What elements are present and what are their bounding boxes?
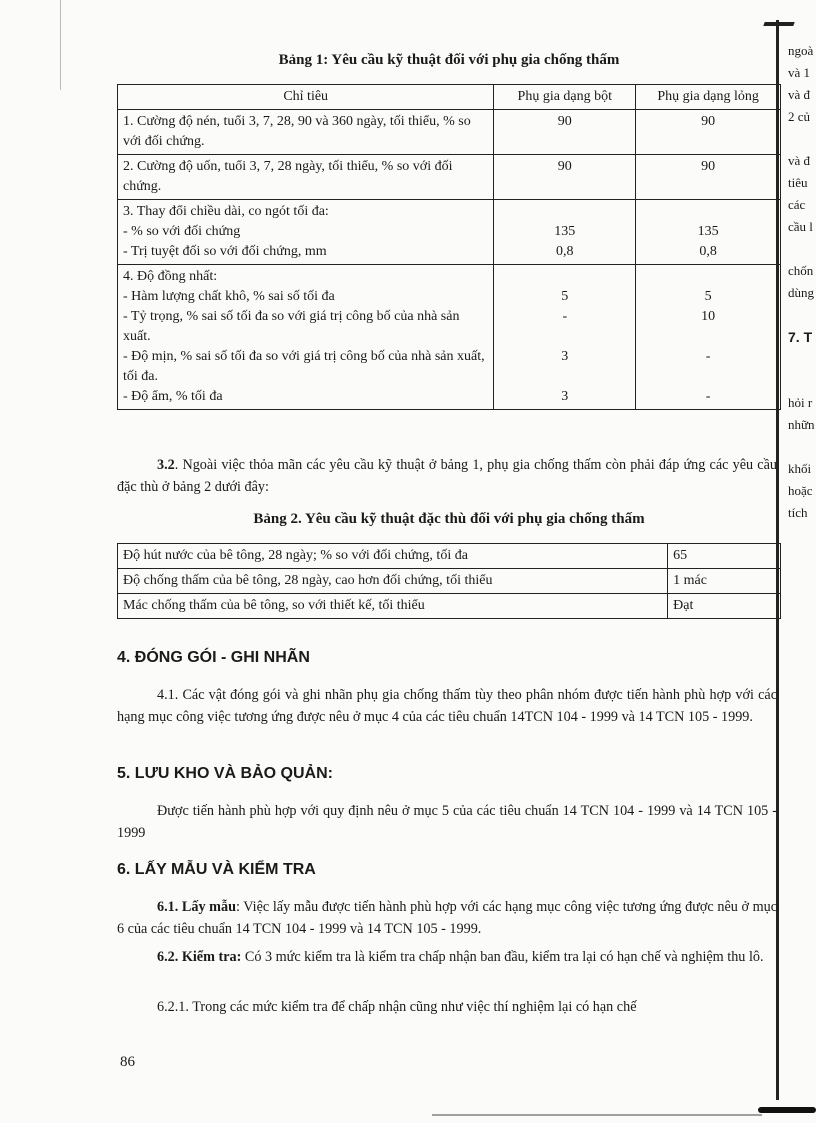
section4-text: 4.1. Các vật đóng gói và ghi nhãn phụ gia chống thấm tùy theo phân nhóm được tiến hành phù hợp với các hạng mục công việc tương ứng được nêu ở mục 4 của các tiêu chuẩn 14TCN 104 - 1999 và 14 TCN 105 - 1999. bbox=[117, 687, 777, 725]
next-page-line: hỏi r bbox=[788, 395, 813, 410]
section6-1-text: : Việc lấy mẫu được tiến hành phù hợp với các hạng mục công việc tương ứng được nêu ở mục 6 của các tiêu chuẩn 14 TCN 104 - 1999 và 14 TCN 105 - 1999. bbox=[117, 899, 778, 937]
section5-heading: 5. LƯU KHO VÀ BẢO QUẢN: bbox=[117, 765, 333, 782]
table1-cell-powder bbox=[494, 200, 636, 265]
table-row bbox=[118, 110, 781, 155]
scan-smudge bbox=[432, 1114, 762, 1116]
table1-line-powder: 3 bbox=[561, 389, 569, 404]
table1-header-powder: Phụ gia dạng bột bbox=[494, 85, 636, 110]
next-page-line: cầu l bbox=[788, 219, 813, 234]
table1-caption: Bảng 1: Yêu cầu kỹ thuật đối với phụ gia chống thấm bbox=[278, 52, 620, 68]
table1-line-label: - Độ mịn, % sai số tối đa so với giá trị công bố của nhà sản xuất, tối đa. bbox=[123, 349, 485, 384]
table1-line-liquid: - bbox=[705, 389, 711, 404]
next-page-line: tiêu bbox=[788, 175, 808, 190]
table2-label: Độ chống thấm của bê tông, 28 ngày, cao hơn đối chứng, tối thiểu bbox=[118, 569, 668, 594]
paragraph-3-2-number: 3.2 bbox=[157, 457, 175, 473]
table1-header-criteria: Chỉ tiêu bbox=[118, 85, 494, 110]
table1-line-powder: 90 bbox=[557, 114, 572, 129]
section6-heading: 6. LẤY MẪU VÀ KIỂM TRA bbox=[117, 861, 316, 878]
section5-text: Được tiến hành phù hợp với quy định nêu ở mục 5 của các tiêu chuẩn 14 TCN 104 - 1999 và 14 TCN 105 - 1999 bbox=[117, 803, 777, 841]
table1-cell-liquid bbox=[636, 265, 781, 410]
table1-line-label: - Tỷ trọng, % sai số tối đa so với giá trị công bố của nhà sản xuất. bbox=[123, 309, 460, 344]
next-page-line: và đ bbox=[788, 153, 811, 168]
table2-label: Độ hút nước của bê tông, 28 ngày; % so với đối chứng, tối đa bbox=[118, 544, 668, 569]
table2-value: 1 mác bbox=[668, 569, 781, 594]
table1-line-label: - % so với đối chứng bbox=[123, 224, 241, 239]
table2 bbox=[117, 543, 781, 619]
table1-cell-label bbox=[118, 155, 494, 200]
table-row bbox=[118, 200, 781, 265]
table1-line-powder bbox=[499, 202, 630, 222]
table1-line-powder: - bbox=[562, 309, 568, 324]
table1-header-liquid: Phụ gia dạng lỏng bbox=[636, 85, 781, 110]
table2-value: 65 bbox=[668, 544, 781, 569]
table1-line-label: 3. Thay đổi chiều dài, co ngót tối đa: bbox=[123, 204, 329, 219]
table1-cell-liquid bbox=[636, 155, 781, 200]
next-page-heading: 7. T bbox=[788, 329, 813, 345]
table1-cell-label bbox=[118, 200, 494, 265]
table1-line-liquid: 135 bbox=[697, 224, 719, 239]
next-page-line: các bbox=[788, 197, 806, 212]
table1-line-powder: 90 bbox=[557, 159, 572, 174]
next-page-line bbox=[788, 348, 816, 370]
next-page-fragment bbox=[788, 40, 816, 524]
table1-line-liquid bbox=[641, 202, 775, 222]
next-page-line bbox=[788, 436, 816, 458]
section6-paragraph-6-2-1 bbox=[117, 996, 777, 1018]
next-page-line: và 1 bbox=[788, 65, 811, 80]
next-page-line: và đ bbox=[788, 87, 811, 102]
page-number: 86 bbox=[120, 1054, 135, 1070]
table1-line-liquid: - bbox=[705, 349, 711, 364]
table2-caption: Bảng 2. Yêu cầu kỹ thuật đặc thù đối với phụ gia chống thấm bbox=[253, 511, 645, 527]
next-page-line: chốn bbox=[788, 263, 814, 278]
next-page-line bbox=[788, 370, 816, 392]
table1-cell-liquid bbox=[636, 110, 781, 155]
section6-2-text: Có 3 mức kiểm tra là kiểm tra chấp nhận ban đầu, kiểm tra lại có hạn chế và nghiệm thu lô. bbox=[241, 949, 764, 965]
section4-paragraph bbox=[117, 684, 777, 728]
next-page-line: tích bbox=[788, 505, 808, 520]
table1-line-powder: 135 bbox=[554, 224, 576, 239]
table1-cell-label bbox=[118, 265, 494, 410]
table1-line-label: - Trị tuyệt đối so với đối chứng, mm bbox=[123, 244, 327, 259]
table1-line-liquid bbox=[641, 267, 775, 287]
table1-line-powder bbox=[499, 267, 630, 287]
table2-label: Mác chống thấm của bê tông, so với thiết kế, tối thiểu bbox=[118, 594, 668, 619]
next-page-line: khối bbox=[788, 461, 812, 476]
section6-paragraph-6-1 bbox=[117, 896, 777, 940]
next-page-line bbox=[788, 238, 816, 260]
paragraph-3-2-text: . Ngoài việc thỏa mãn các yêu cầu kỹ thuật ở bảng 1, phụ gia chống thấm còn phải đáp ứng các yêu cầu đặc thù ở bảng 2 dưới đây: bbox=[117, 457, 777, 495]
table1-line-label: 1. Cường độ nén, tuổi 3, 7, 28, 90 và 360 ngày, tối thiểu, % so với đối chứng. bbox=[123, 114, 471, 149]
table1-line-powder: 5 bbox=[561, 289, 569, 304]
table1-line-label: - Độ ẩm, % tối đa bbox=[123, 389, 223, 404]
section6-2-title: 6.2. Kiểm tra: bbox=[157, 949, 242, 965]
next-page-line: 2 củ bbox=[788, 109, 811, 124]
table1-line-powder: 3 bbox=[561, 349, 569, 364]
table1-line-label: - Hàm lượng chất khô, % sai số tối đa bbox=[123, 289, 335, 304]
table1-header-row bbox=[118, 85, 781, 110]
table-row bbox=[118, 544, 781, 569]
table1-line-liquid: 0,8 bbox=[699, 244, 717, 259]
scan-margin-line bbox=[60, 0, 61, 90]
next-page-line: dùng bbox=[788, 285, 814, 300]
table1-line-powder: 0,8 bbox=[556, 244, 574, 259]
next-page-line: nhữn bbox=[788, 417, 815, 432]
next-page-line: hoặc bbox=[788, 483, 813, 498]
table1-line-liquid: 5 bbox=[704, 289, 712, 304]
table2-value: Đạt bbox=[668, 594, 781, 619]
next-page-line bbox=[788, 304, 816, 326]
section5-paragraph bbox=[117, 800, 777, 844]
table1-cell-liquid bbox=[636, 200, 781, 265]
table-row bbox=[118, 594, 781, 619]
section6-1-title: 6.1. Lấy mẫu bbox=[157, 899, 236, 915]
table-row bbox=[118, 265, 781, 410]
table1-cell-powder bbox=[494, 155, 636, 200]
table1-line-liquid: 10 bbox=[701, 309, 716, 324]
section4-heading: 4. ĐÓNG GÓI - GHI NHÃN bbox=[117, 649, 310, 666]
table1-cell-powder bbox=[494, 110, 636, 155]
next-page-line: ngoà bbox=[788, 43, 814, 58]
paragraph-3-2 bbox=[117, 454, 777, 498]
table1-line-label: 2. Cường độ uốn, tuổi 3, 7, 28 ngày, tối thiểu, % so với đối chứng. bbox=[123, 159, 453, 194]
table-row bbox=[118, 569, 781, 594]
table-row bbox=[118, 155, 781, 200]
table1-line-liquid: 90 bbox=[701, 159, 716, 174]
binding-edge-mark-bottom bbox=[758, 1107, 816, 1113]
next-page-line bbox=[788, 128, 816, 150]
table1 bbox=[117, 84, 781, 410]
section6-paragraph-6-2 bbox=[117, 946, 777, 968]
table1-cell-powder bbox=[494, 265, 636, 410]
table1-cell-label bbox=[118, 110, 494, 155]
table1-line-label: 4. Độ đồng nhất: bbox=[123, 269, 218, 284]
binding-edge-mark-top bbox=[763, 22, 794, 26]
section6-2-1-text: 6.2.1. Trong các mức kiểm tra để chấp nhận cũng như việc thí nghiệm lại có hạn chế bbox=[157, 999, 637, 1015]
table1-line-liquid: 90 bbox=[701, 114, 716, 129]
